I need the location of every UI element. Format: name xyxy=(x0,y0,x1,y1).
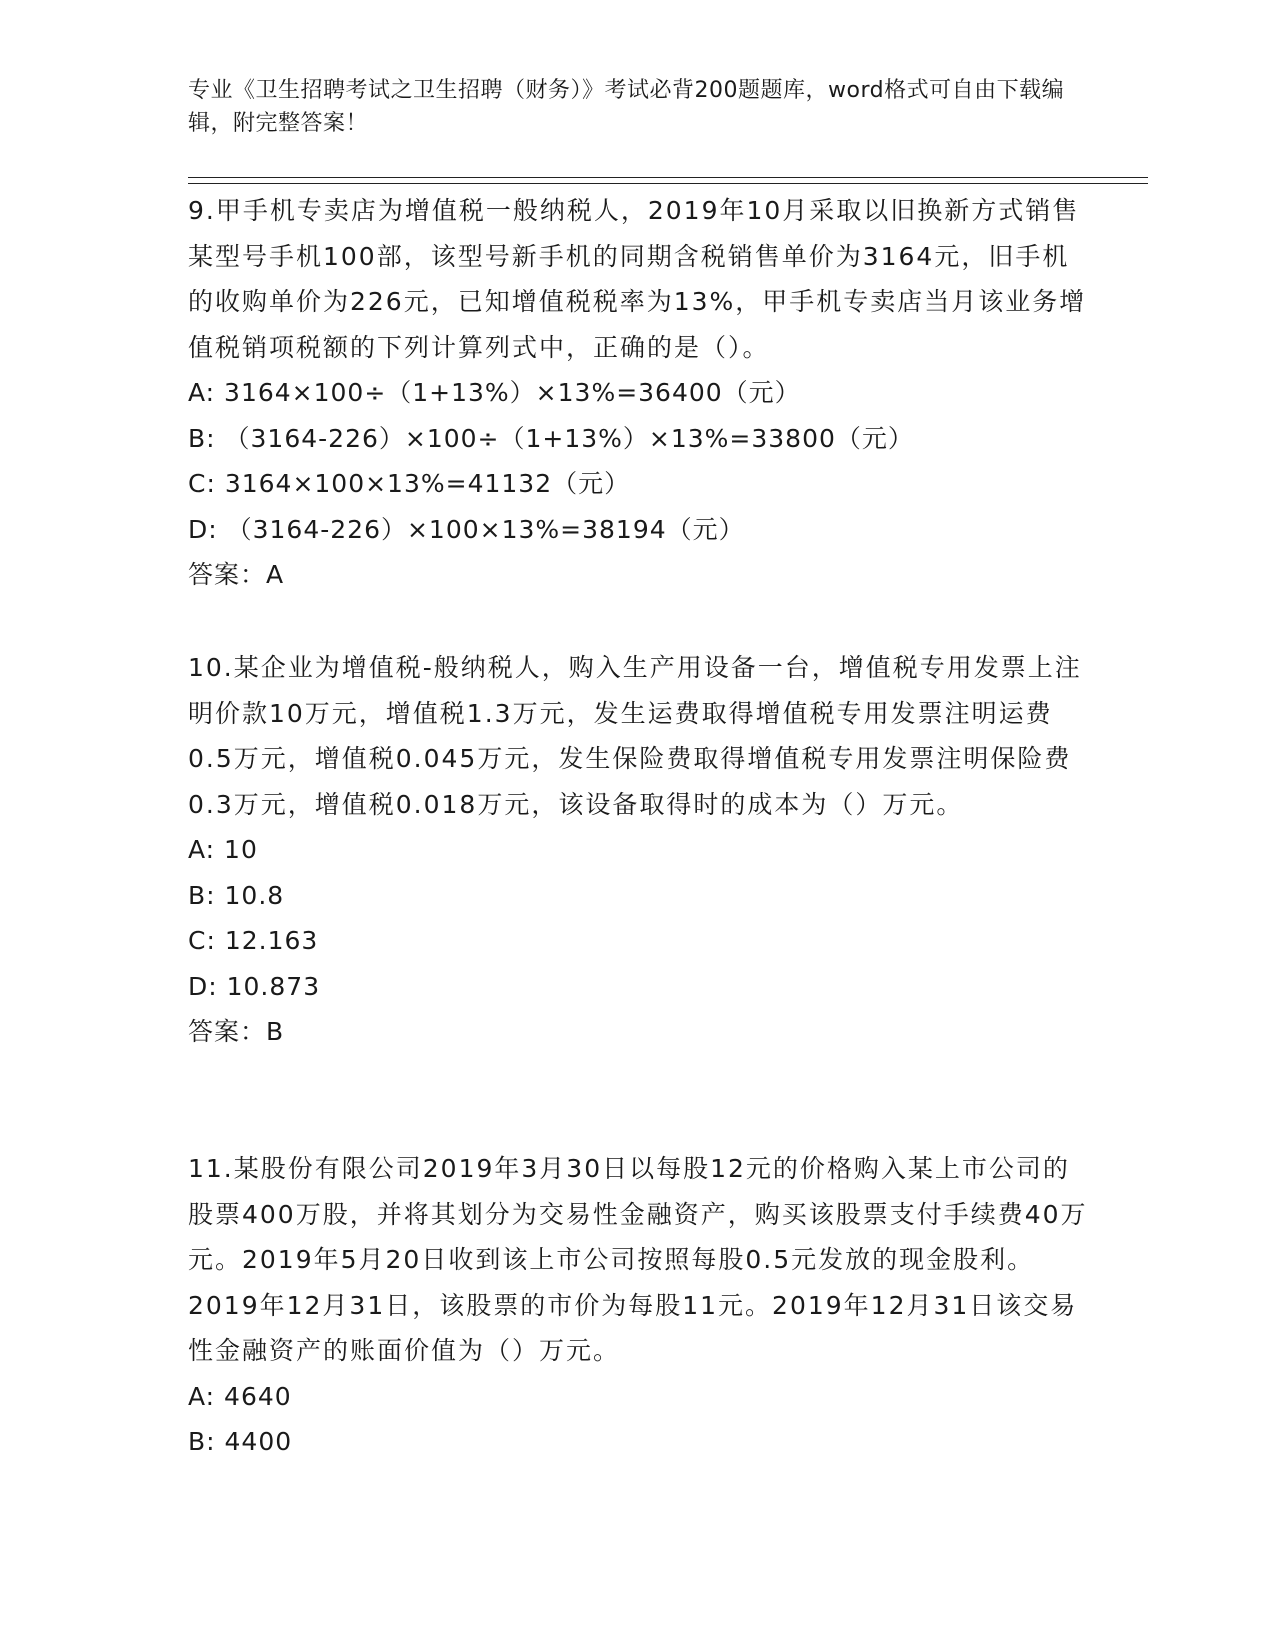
question-9 xyxy=(188,188,1088,598)
question-10 xyxy=(188,645,1088,1055)
question-text: 10.某企业为增值税-般纳税人，购入生产用设备一台，增值税专用发票上注明价款10万元，增值税1.3万元，发生运费取得增值税专用发票注明运费0.5万元，增值税0.045万元，发生保险费取得增值税专用发票注明保险费0.3万元，增值税0.018万元，该设备取得时的成本为（）万元。 xyxy=(188,653,1082,819)
option-a: A: 4640 xyxy=(188,1381,292,1411)
option-d: D: 10.873 xyxy=(188,971,321,1001)
header-divider-top xyxy=(188,177,1148,178)
option-a: A: 3164×100÷（1+13%）×13%=36400（元） xyxy=(188,378,801,407)
option-a: A: 10 xyxy=(188,835,258,864)
option-c: C: 12.163 xyxy=(188,926,319,955)
document-header: 专业《卫生招聘考试之卫生招聘（财务）》考试必背200题题库，word格式可自由下载编辑，附完整答案！ xyxy=(188,78,1065,136)
option-c: C: 3164×100×13%=41132（元） xyxy=(188,469,631,498)
answer-line: 答案：A xyxy=(188,560,285,589)
answer-line: 答案：B xyxy=(188,1017,285,1046)
option-b: B: （3164-226）×100÷（1+13%）×13%=33800（元） xyxy=(188,423,914,453)
header-divider-bottom xyxy=(188,183,1148,184)
question-text: 9.甲手机专卖店为增值税一般纳税人，2019年10月采取以旧换新方式销售某型号手机100部，该型号新手机的同期含税销售单价为3164元，旧手机的收购单价为226元，已知增值税税率为13%，甲手机专卖店当月该业务增值税销项税额的下列计算列式中，正确的是（）。 xyxy=(188,196,1087,362)
option-b: B: 10.8 xyxy=(188,880,285,910)
question-text: 11.某股份有限公司2019年3月30日以每股12元的价格购入某上市公司的股票400万股，并将其划分为交易性金融资产，购买该股票支付手续费40万元。2019年5月20日收到该上市公司按照每股0.5元发放的现金股利。2019年12月31日，该股票的市价为每股11元。2019年12月31日该交易性金融资产的账面价值为（）万元。 xyxy=(188,1154,1088,1365)
option-d: D: （3164-226）×100×13%=38194（元） xyxy=(188,514,745,544)
option-b: B: 4400 xyxy=(188,1427,293,1456)
question-11 xyxy=(188,1146,1088,1465)
